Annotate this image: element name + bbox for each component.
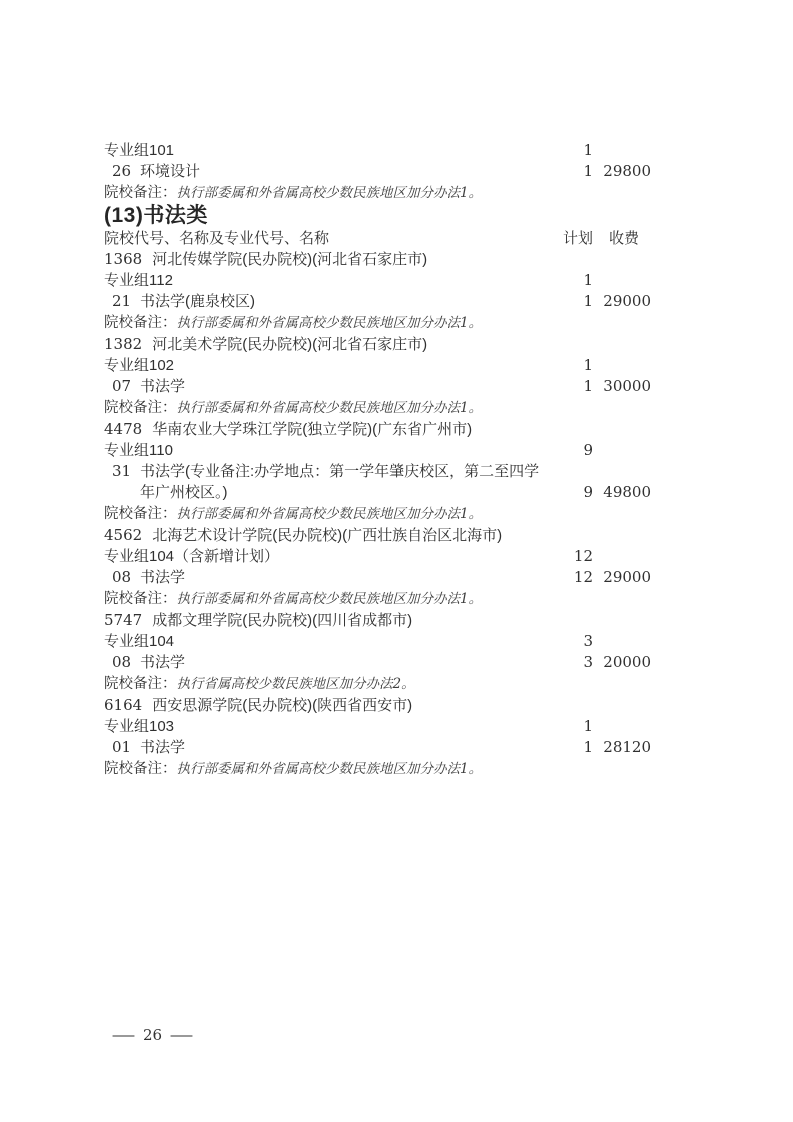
- remark-row: [104, 503, 651, 525]
- institution-code: 6164: [104, 696, 143, 714]
- major-fee-value: 20000: [603, 653, 651, 671]
- major-row: [104, 652, 651, 673]
- remark-row: [104, 312, 651, 334]
- group-plan-value: 1: [583, 271, 593, 289]
- institution-row: [104, 695, 651, 716]
- remark-row: [104, 758, 651, 780]
- institution-code: 1368: [104, 250, 143, 268]
- major-name-cell: [104, 737, 553, 758]
- remark-label: 院校备注：: [104, 676, 177, 692]
- major-row: [104, 376, 651, 397]
- group-label: 专业组101: [104, 142, 175, 159]
- institution-block: [104, 695, 651, 780]
- group-plan-value: 9: [583, 441, 593, 459]
- remark-label: 院校备注：: [104, 315, 177, 331]
- institution-name: 河北美术学院(民办院校)(河北省石家庄市): [152, 336, 428, 353]
- group-label: 专业组104: [104, 633, 175, 650]
- group-label: 专业组104（含新增计划）: [104, 548, 280, 565]
- page-number: 26: [143, 1026, 163, 1044]
- institution-name: 华南农业大学珠江学院(独立学院)(广东省广州市): [152, 421, 473, 438]
- header-name-column: 院校代号、名称及专业代号、名称: [104, 230, 330, 247]
- major-fee-value: 29000: [603, 292, 651, 310]
- major-name: 书法学(鹿泉校区): [140, 293, 255, 310]
- institution-block: [104, 419, 651, 525]
- page-footer: [104, 1026, 201, 1044]
- major-fee-value: 49800: [603, 483, 651, 501]
- major-fee-value: 30000: [603, 377, 651, 395]
- major-name-cell: [104, 161, 553, 182]
- major-code: 26: [112, 162, 132, 180]
- institution-block: [104, 610, 651, 695]
- institution-code: 5747: [104, 611, 143, 629]
- institution-block: [104, 249, 651, 334]
- continuation-block: [104, 140, 651, 204]
- major-fee-value: 29800: [603, 162, 651, 180]
- major-name: 环境设计: [140, 163, 201, 180]
- remark-label: 院校备注：: [104, 185, 177, 201]
- major-name: 书法学: [140, 569, 186, 586]
- group-row: [104, 440, 651, 461]
- remark-label: 院校备注：: [104, 400, 177, 416]
- major-fee-value: 29000: [603, 568, 651, 586]
- major-row: [104, 461, 651, 503]
- major-name-cell: [104, 291, 553, 312]
- major-name: 书法学(专业备注:办学地点：第一学年肇庆校区，第二至四学年广州校区。): [140, 463, 540, 501]
- institution-block: [104, 525, 651, 610]
- institution-row: [104, 249, 651, 270]
- institution-row: [104, 419, 651, 440]
- major-plan-value: 3: [583, 653, 593, 671]
- remark-text: 执行部委属和外省属高校少数民族地区加分办法1。: [176, 506, 483, 522]
- section-title: (13)书法类: [104, 204, 208, 227]
- major-row: [104, 161, 651, 182]
- remark-label: 院校备注：: [104, 506, 177, 522]
- major-name-cell: [104, 652, 553, 673]
- group-label: 专业组110: [104, 442, 173, 459]
- major-row: [104, 567, 651, 588]
- major-name-cell: [104, 567, 553, 588]
- institution-row: [104, 610, 651, 631]
- group-row: [104, 716, 651, 737]
- page-content: [104, 140, 651, 780]
- institution-code: 4562: [104, 526, 143, 544]
- remark-text: 执行部委属和外省属高校少数民族地区加分办法1。: [176, 591, 483, 607]
- remark-row: [104, 673, 651, 695]
- group-plan-value: 3: [583, 632, 593, 650]
- major-fee-value: 28120: [603, 738, 651, 756]
- institution-name: 西安思源学院(民办院校)(陕西省西安市): [152, 697, 413, 714]
- group-row: [104, 270, 651, 291]
- institution-code: 4478: [104, 420, 143, 438]
- group-plan-value: 1: [583, 356, 593, 374]
- header-plan-column: 计划: [562, 230, 593, 247]
- remark-text: 执行部委属和外省属高校少数民族地区加分办法1。: [176, 185, 483, 201]
- remark-text: 执行省属高校少数民族地区加分办法2。: [176, 676, 415, 692]
- major-code: 21: [112, 292, 132, 310]
- group-row: [104, 140, 651, 161]
- institution-code: 1382: [104, 335, 143, 353]
- institution-row: [104, 334, 651, 355]
- major-plan-value: 12: [573, 568, 593, 586]
- group-label: 专业组103: [104, 718, 175, 735]
- major-plan-value: 1: [583, 738, 593, 756]
- group-label: 专业组102: [104, 357, 175, 374]
- major-code: 31: [112, 462, 132, 480]
- major-name-cell: [104, 461, 553, 503]
- major-row: [104, 737, 651, 758]
- group-plan-value: 1: [583, 141, 593, 159]
- group-row: [104, 546, 651, 567]
- institution-block: [104, 334, 651, 419]
- remark-row: [104, 397, 651, 419]
- major-plan-value: 1: [583, 162, 593, 180]
- group-plan-value: 1: [583, 717, 593, 735]
- footer-dash-left: —: [111, 1026, 136, 1044]
- group-label: 专业组112: [104, 272, 173, 289]
- footer-dash-right: —: [169, 1026, 194, 1044]
- institution-name: 河北传媒学院(民办院校)(河北省石家庄市): [152, 251, 428, 268]
- major-code: 01: [112, 738, 132, 756]
- remark-text: 执行部委属和外省属高校少数民族地区加分办法1。: [176, 315, 483, 331]
- remark-row: [104, 588, 651, 610]
- group-row: [104, 631, 651, 652]
- remark-text: 执行部委属和外省属高校少数民族地区加分办法1。: [176, 761, 483, 777]
- table-header-row: [104, 228, 651, 249]
- major-name: 书法学: [140, 654, 186, 671]
- major-plan-value: 1: [583, 377, 593, 395]
- major-name: 书法学: [140, 739, 186, 756]
- major-plan-value: 9: [583, 483, 593, 501]
- institution-name: 北海艺术设计学院(民办院校)(广西壮族自治区北海市): [152, 527, 503, 544]
- remark-label: 院校备注：: [104, 761, 177, 777]
- major-row: [104, 291, 651, 312]
- remark-label: 院校备注：: [104, 591, 177, 607]
- remark-text: 执行部委属和外省属高校少数民族地区加分办法1。: [176, 400, 483, 416]
- major-code: 08: [112, 568, 132, 586]
- major-code: 07: [112, 377, 132, 395]
- group-row: [104, 355, 651, 376]
- major-name: 书法学: [140, 378, 186, 395]
- institution-row: [104, 525, 651, 546]
- major-code: 08: [112, 653, 132, 671]
- major-plan-value: 1: [583, 292, 593, 310]
- major-name-cell: [104, 376, 553, 397]
- header-fee-column: 收费: [608, 230, 639, 247]
- remark-row: [104, 182, 651, 204]
- institution-name: 成都文理学院(民办院校)(四川省成都市): [152, 612, 413, 629]
- group-plan-value: 12: [573, 547, 593, 565]
